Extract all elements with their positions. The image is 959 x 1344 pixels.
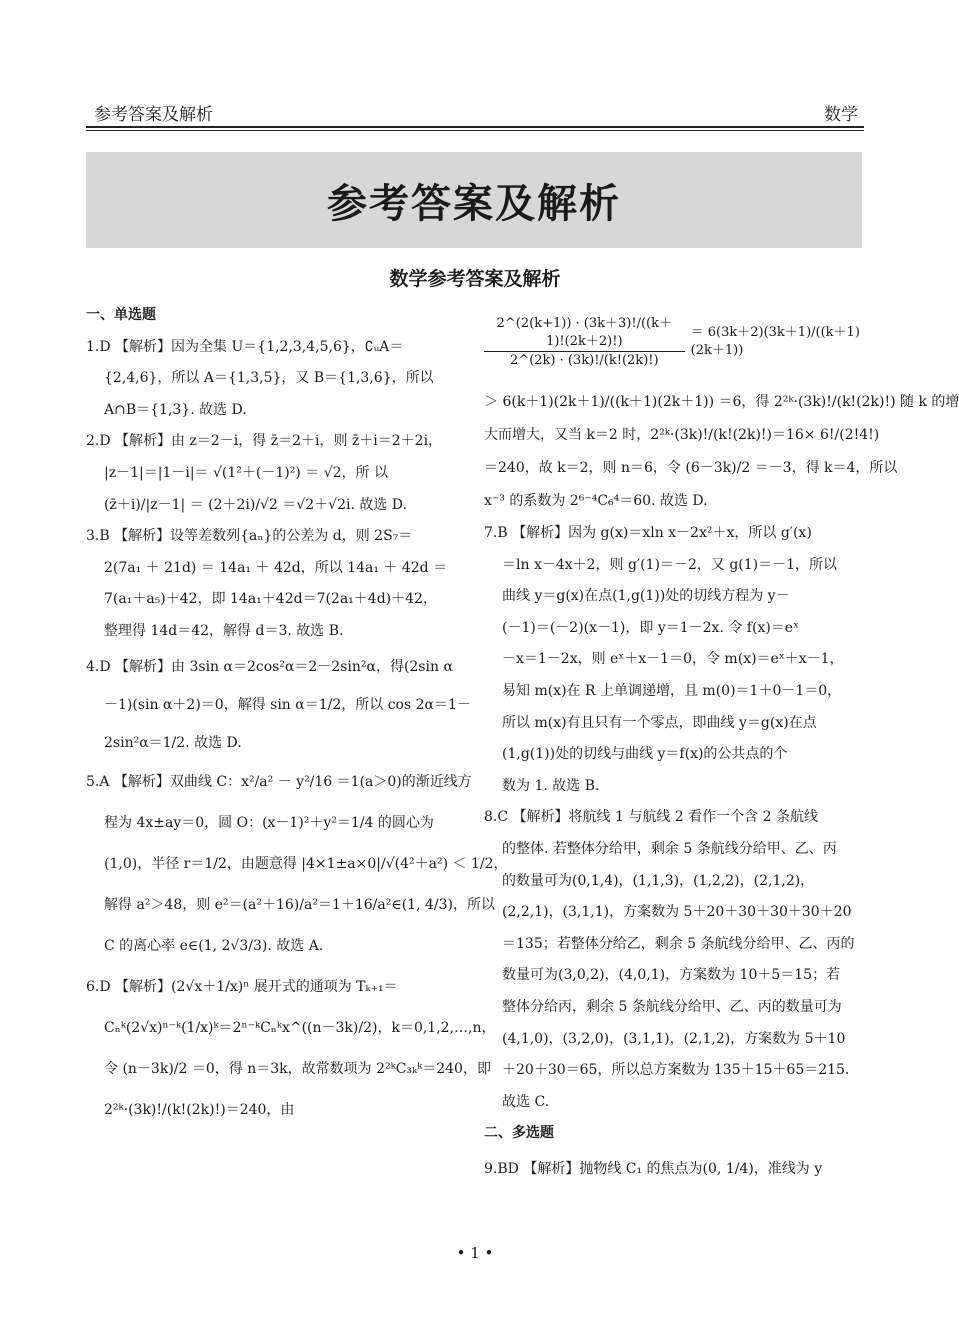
text-line: 整体分给丙，剩余 5 条航线分给甲、乙、丙的数量可为 [502, 998, 842, 1015]
text-line: 程为 4x±ay＝0，圆 O：(x－1)²＋y²＝1/4 的圆心为 [104, 814, 434, 831]
text-line: 数为 1. 故选 B. [502, 777, 600, 794]
text-line: 所以 m(x)有且只有一个零点，即曲线 y＝g(x)在点 [502, 714, 817, 731]
text-line: (1,0)，半径 r＝1/2，由题意得 |4×1±a×0|/√(4²＋a²) ＜ 1/2， [104, 855, 508, 872]
text-line: 7.B 【解析】因为 g(x)＝xln x－2x²＋x，所以 g′(x) [484, 525, 812, 541]
text-line: 令 (n－3k)/2 ＝0，得 n＝3k，故常数项为 2²ᵏC₃ₖᵏ＝240，即 [104, 1060, 491, 1077]
text-line: 数量可为(3,0,2)，(4,0,1)，方案数为 10＋5＝15；若 [502, 967, 841, 984]
text-line: ＝135；若整体分给乙，剩余 5 条航线分给甲、乙、丙的 [502, 935, 855, 952]
question-6 [86, 967, 496, 1131]
ratio-denominator: 2^(2k) · (3k)!/(k!(2k)!) [510, 352, 659, 368]
text-line: ＋20＋30＝65，所以总方案数为 135＋15＋65＝215. [502, 1062, 850, 1079]
question-5 [86, 762, 508, 967]
text-line: 2²ᵏ·(3k)!/(k!(2k)!)＝240，由 [104, 1101, 295, 1118]
text-line: 易知 m(x)在 R 上单调递增，且 m(0)＝1＋0－1＝0， [502, 682, 842, 699]
text-line: x⁻³ 的系数为 2⁶⁻⁴C₆⁴＝60. 故选 D. [484, 493, 708, 509]
text-line: －x＝1－2x，则 eˣ＋x－1＝0，令 m(x)＝eˣ＋x－1， [502, 651, 844, 668]
left-column [86, 300, 508, 1131]
text-line: (－1)＝(－2)(x－1)，即 y＝1－2x. 令 f(x)＝eˣ [502, 619, 800, 636]
text-line: 曲线 y＝g(x)在点(1,g(1))处的切线方程为 y－ [502, 588, 790, 605]
text-line: C 的离心率 e∈(1, 2√3/3). 故选 A. [104, 937, 324, 954]
question-2 [86, 426, 464, 521]
section-heading-multiple-choice: 二、多选题 [484, 1125, 554, 1142]
text-line: ＝240，故 k＝2，则 n＝6，令 (6－3k)/2 ＝－3，得 k＝4，所以 [484, 460, 898, 476]
page-number: • 1 • [456, 1244, 494, 1262]
text-line: 整理得 14d＝42，解得 d＝3. 故选 B. [104, 622, 344, 639]
document-title: 数学参考答案及解析 [389, 268, 561, 290]
header-right-text: 数学 [824, 105, 858, 125]
text-line: 2sin²α＝1/2. 故选 D. [104, 734, 242, 751]
text-line: Cₙᵏ(2√x)ⁿ⁻ᵏ(1/x)ᵏ＝2ⁿ⁻ᵏCₙᵏx^((n－3k)/2)，k＝0,1,2,…,n， [104, 1019, 496, 1036]
question-4 [86, 648, 471, 762]
header-left-text: 参考答案及解析 [94, 105, 213, 125]
text-line: 故选 C. [502, 1093, 550, 1110]
text-line: 2.D 【解析】由 z＝2－i，得 z̄＝2＋i，则 z̄＋i＝2＋2i， [86, 433, 443, 450]
question-7 [484, 518, 862, 802]
text-line: 6.D 【解析】(2√x＋1/x)ⁿ 展开式的通项为 Tₖ₊₁＝ [86, 978, 398, 995]
text-line: 8.C 【解析】将航线 1 与航线 2 看作一个含 2 条航线 [484, 809, 818, 826]
ratio-equals: ＝ 6(3k＋2)(3k＋1)/((k＋1)(2k＋1)) [690, 325, 860, 358]
ratio-fraction [484, 315, 685, 370]
ratio-formula [484, 304, 862, 380]
text-line: (4,1,0)，(3,2,0)，(3,1,1)，(2,1,2)，方案数为 5＋10 [502, 1030, 846, 1047]
text-line: 4.D 【解析】由 3sin α＝2cos²α＝2－2sin²α，得(2sin α [86, 658, 453, 675]
question-3 [86, 521, 464, 647]
text-line: －1)(sin α＋2)＝0，解得 sin α＝1/2，所以 cos 2α＝1－ [104, 696, 471, 713]
text-line: (z̄＋i)/|z－1| ＝ (2＋2i)/√2 ＝√2＋√2i. 故选 D. [104, 496, 407, 513]
question-1 [86, 332, 464, 427]
text-line: (2,2,1)，(3,1,1)，方案数为 5＋20＋30＋30＋30＋20 [502, 904, 852, 921]
text-line: 大而增大，又当 k＝2 时，2²ᵏ·(3k)!/(k!(2k)!)＝16× 6!/(2!4!) [484, 427, 880, 443]
question-8 [484, 802, 862, 1118]
question-9 [484, 1150, 862, 1188]
page-header [86, 96, 864, 128]
text-line: 2(7a₁ ＋ 21d) ＝ 14a₁ ＋ 42d，所以 14a₁ ＋ 42d ＝ [104, 559, 448, 576]
text-line: 7(a₁＋a₅)＋42，即 14a₁＋42d＝7(2a₁＋4d)＋42， [104, 591, 437, 608]
text-line: A∩B＝{1,3}. 故选 D. [104, 401, 247, 418]
text-line: |z－1|＝|1－i|＝ √(1²＋(－1)²) ＝ √2，所 以 [104, 464, 388, 481]
text-line: ＝ln x－4x＋2，则 g′(1)＝－2，又 g(1)＝－1，所以 [502, 556, 838, 573]
text-line: 3.B 【解析】设等差数列{aₙ}的公差为 d，则 2S₇＝ [86, 528, 413, 545]
ratio-numerator: 2^(2(k+1)) · (3k＋3)!/((k＋1)!(2k＋2)!) [484, 315, 685, 352]
text-line: {2,4,6}，所以 A＝{1,3,5}，又 B＝{1,3,6}，所以 [104, 370, 434, 387]
text-line: (1,g(1))处的切线与曲线 y＝f(x)的公共点的个 [502, 746, 788, 763]
text-line: 的整体. 若整体分给甲，剩余 5 条航线分给甲、乙、丙 [502, 840, 837, 857]
banner-title: 参考答案及解析 [327, 180, 621, 227]
title-banner [86, 152, 862, 248]
text-line: 解得 a²＞48，则 e²＝(a²＋16)/a²＝1＋16/a²∈(1, 4/3)，所以 [104, 896, 495, 913]
section-heading-single-choice: 一、单选题 [86, 307, 156, 323]
text-line: 1.D 【解析】因为全集 U＝{1,2,3,4,5,6}，∁ᵤA＝ [86, 338, 404, 355]
text-line: ＞ 6(k＋1)(2k＋1)/((k＋1)(2k＋1)) ＝6，得 2²ᵏ·(3k)!/(k!(2k)!) 随 k 的增 [484, 394, 959, 410]
text-line: 5.A 【解析】双曲线 C：x²/a² － y²/16 ＝1(a＞0)的渐近线方 [86, 773, 472, 790]
right-column [484, 304, 959, 1188]
question-6-continued [484, 386, 959, 518]
text-line: 的数量可为(0,1,4)，(1,1,3)，(1,2,2)，(2,1,2)， [502, 872, 815, 889]
text-line: 9.BD 【解析】抛物线 C₁ 的焦点为(0, 1/4)，准线为 y [484, 1160, 823, 1177]
